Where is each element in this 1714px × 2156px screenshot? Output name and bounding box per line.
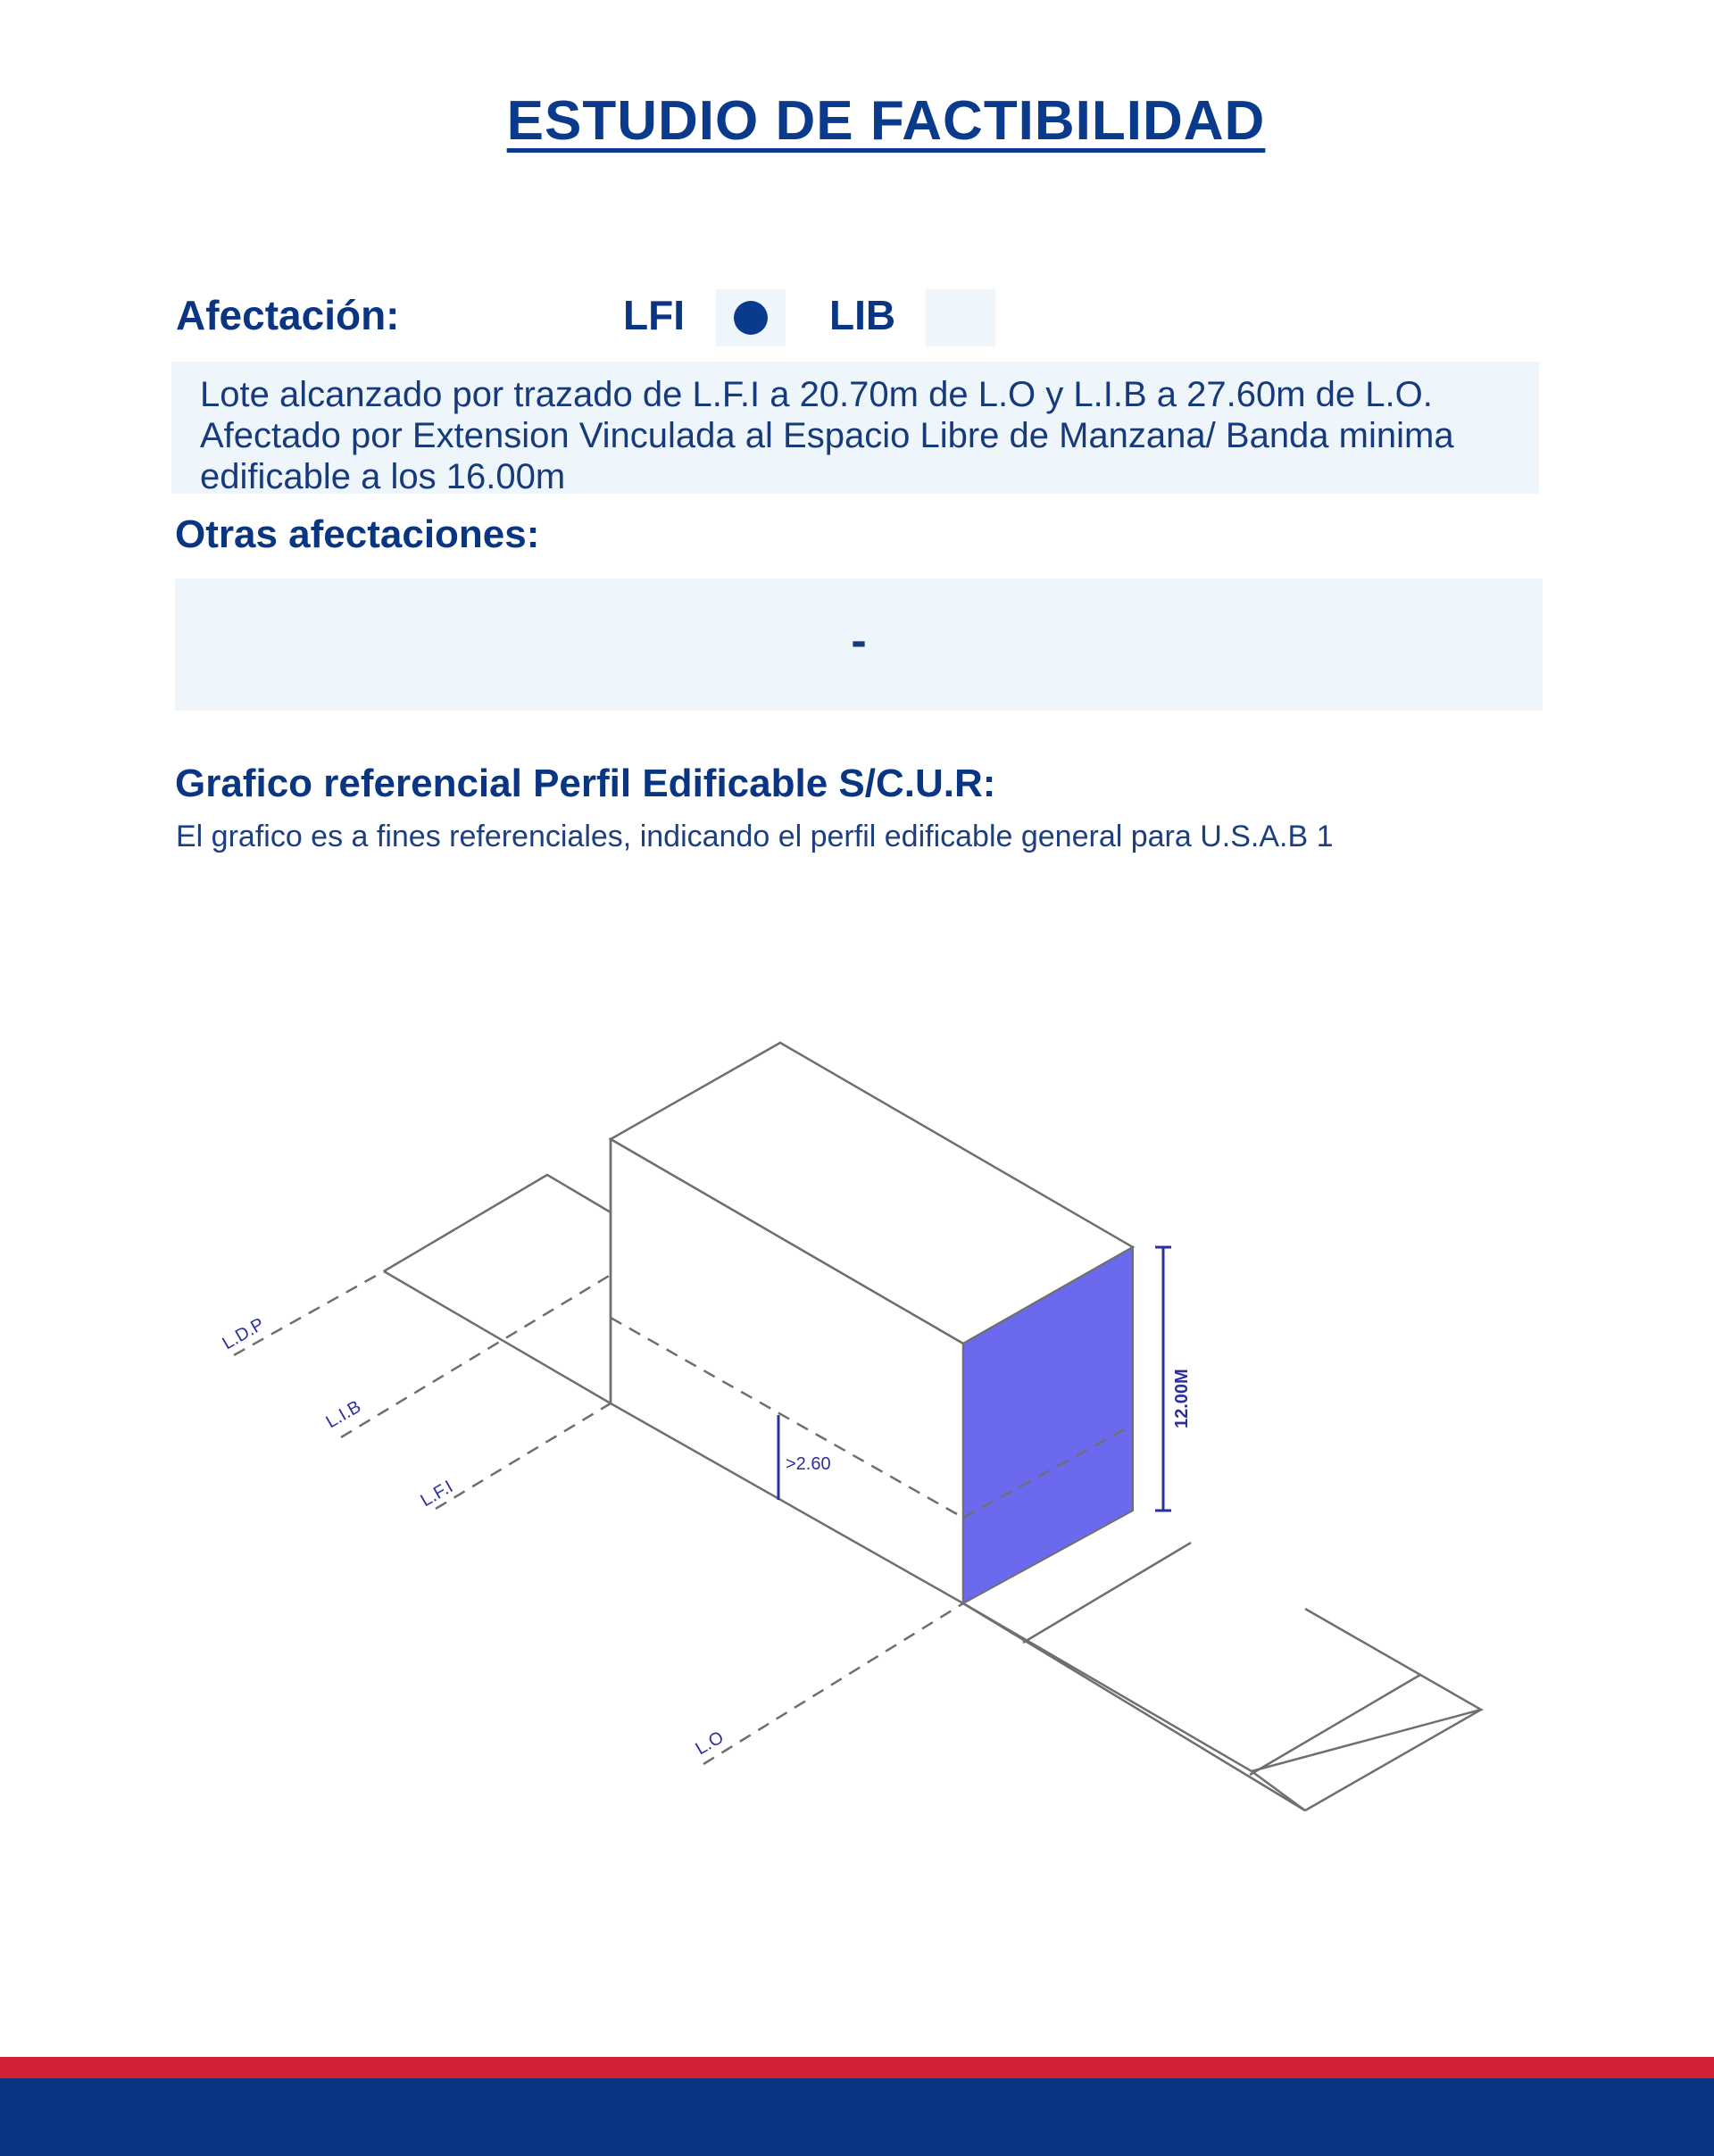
afectacion-description: Lote alcanzado por trazado de L.F.I a 20.70m de L.O y L.I.B a 27.60m de L.O. Afectado por Extension Vinculada al Espacio Libre de Manzana/ Banda minima edificable a los 16.00m [200, 375, 1454, 496]
sidewalk-end-edge [1305, 1710, 1481, 1811]
lfi-dashed-line [436, 1403, 611, 1509]
otras-afectaciones-value: - [851, 615, 867, 667]
height-label: 12.00M [1172, 1369, 1192, 1428]
front-lot-outline [963, 1603, 1481, 1771]
lib-dashed-line [341, 1275, 611, 1437]
ldp-dashed-line [234, 1271, 384, 1355]
street-line [963, 1603, 1305, 1811]
footer-red-band [0, 2057, 1714, 2078]
lib-label: L.I.B [322, 1396, 365, 1433]
lfi-option-label: LFI [623, 292, 685, 338]
lfi-label: L.F.I [417, 1477, 457, 1511]
rear-lot-outline [384, 1175, 611, 1271]
lo-dashed-line [703, 1603, 963, 1764]
grafico-title: Grafico referencial Perfil Edificable S/C.U.R: [175, 762, 996, 805]
lib-option-label: LIB [829, 292, 896, 338]
footer-blue-band [0, 2078, 1714, 2156]
afectacion-label: Afectación: [176, 292, 400, 338]
ldp-label: L.D.P [219, 1314, 268, 1354]
lot-left-edge [384, 1271, 611, 1403]
lo-label: L.O [692, 1727, 728, 1760]
grafico-subtitle: El grafico es a fines referenciales, indicando el perfil edificable general para U.S.A.B 1 [176, 820, 1334, 853]
min-height-label: >2.60 [786, 1454, 831, 1474]
otras-afectaciones-label: Otras afectaciones: [175, 512, 540, 556]
page-title: ESTUDIO DE FACTIBILIDAD [506, 90, 1266, 152]
